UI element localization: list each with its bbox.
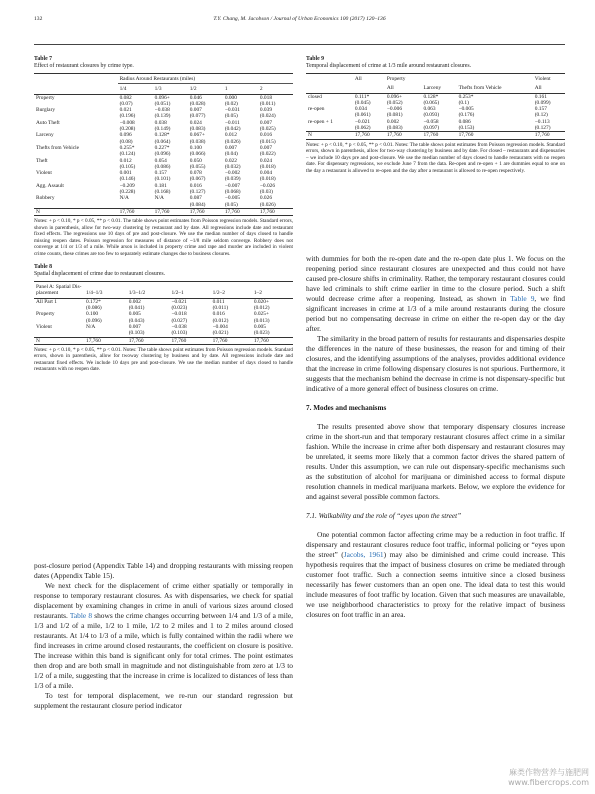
row-label: Larceny (36, 132, 54, 139)
coefficient-cell: 0.001 (119, 170, 132, 177)
std-error-cell: (0.025) (259, 126, 276, 133)
column-header (306, 83, 353, 93)
std-error-cell: (0.022) (259, 151, 276, 158)
column-header: 1/4–1/3 (84, 282, 127, 299)
std-error-cell: (0.12) (534, 112, 548, 119)
table-row (34, 94, 293, 101)
row-label: Property (36, 311, 55, 318)
coefficient-cell: 0.005 (253, 324, 266, 331)
table8-notes: Notes: + p < 0.10, * p < 0.05, ** p < 0.01. Notes: The table shows point estimates from Poisson regression models. Standard errors, shown in parenthesis, allow for twoway clustering by business and by date. All regressions include date and restaurant fixed effects. We include 10 days pre and post-closure. We use the median number of days closed to handle restaurants with no reopen date. (34, 346, 293, 373)
row-label: closed (308, 93, 322, 100)
coefficient-cell: −0.011 (224, 119, 240, 126)
table8-caption-text: Spatial displacement of crime due to restaurant closures. (34, 271, 166, 278)
std-error-cell: (0.062) (353, 125, 385, 132)
coefficient-cell: −0.002 (224, 170, 240, 177)
std-error-cell: (0.084) (188, 202, 223, 209)
column-header (34, 84, 118, 94)
paragraph: One potential common factor affecting crime may be a reduction in foot traffic. If dispensary and restaurant closures reduce foot traffic, informal policing or “eyes upon the street” (Jacobs, 1961) may also be diminished and crime could increase. This hypothesis requires that the impact of business closures on crime be mediated through customer foot traffic. Such a connection seems intuitive since a closed business necessarily has fewer customers than an open one. The ideal data to test this would include measures of foot traffic by location. Given that such measures are unavailable, we use neighborhood characteristics to proxy for the relative impact of business closures on foot traffic in an area. (306, 530, 565, 619)
n-cell: 17,760 (353, 132, 385, 139)
coefficient-cell: 0.038 (154, 119, 167, 126)
paragraph: We next check for the displacement of crime either spatially or temporally in response to temporary restaurant closures. As with dispensaries, we check for spatial displacement by examining changes in crime in anuli of various sizes around closed restaurants. Table 8 shows the crime changes occurring between 1/4 and 1/3 of a mile, 1/3 and 1/2 of a mile, 1/2 to 1 mile, 1/2 to 2 miles and 1 to 2 miles around closed restaurants. At 1/4 to 1/3 of a mile, which is fully contained within the radii where we find increases in crime around closed restaurants, the coefficient on closure is positive. The increase within this band is significant only for total crimes. The point estimates then drop and are both small in magnitude and not distinguishable from zero at 1/3 to 1/2 of a mile, suggesting that the increase in crime is localized to distances of less than 1/3 of a mile. (34, 581, 293, 690)
paragraph: with dummies for both the re-open date and the re-open date plus 1. We focus on the reopening period since restaurant closures are unexpected and thus could not have caused pre-closure shifts in criminality. Rather, the temporary restaurant closures could have led criminals to shift crime earlier in time to the closure period. Such a shift would decrease crime after a reopening. Instead, as shown in Table 9, we find significant increases in crime at 1/3 of a mile around restaurants during the closure period but no compensating decrease in crime on either the re-open day or the day after. (306, 254, 566, 333)
std-error-cell: (0.099) (534, 99, 551, 106)
column-header: 1/2–2 (211, 282, 252, 299)
n-cell: N (34, 337, 84, 344)
n-cell: 17,760 (457, 132, 533, 139)
n-cell: 17,760 (211, 337, 252, 344)
coefficient-cell: 0.002 (128, 298, 141, 305)
column-header: 1/3 (153, 84, 188, 94)
std-error-cell: (0.012) (212, 317, 229, 324)
coefficient-cell: 0.024 (259, 157, 273, 164)
n-row (34, 208, 293, 215)
std-error-cell: (0.045) (354, 99, 371, 106)
coefficient-cell: 0.157 (154, 170, 167, 177)
std-error-cell: (0.023) (252, 330, 293, 337)
coefficient-cell: 0.157 (534, 106, 547, 113)
std-error-cell: (0.086) (86, 305, 102, 312)
row-label: Robbery (36, 195, 55, 202)
std-error-cell: (0.097) (421, 125, 456, 132)
column-header: All (533, 83, 565, 93)
coefficient-cell: 0.026 (259, 195, 273, 202)
std-error-cell: (0.139) (154, 113, 171, 120)
column-header: 1/4 (118, 84, 153, 94)
std-error-cell: (0.018) (259, 163, 276, 170)
paragraph: The similarity in the broad pattern of results for restaurants and dispensaries despite the differences in the nature of these businesses, the reason for and timing of their closures, and the identifying assumptions of the analyses, provides additional evidence that the increase in crime following dispensary closures is not spurious. Furthermore, it suggests that the mechanism behind the decrease in crime is not dispensary-specific but indicative of a more general effect of business closures on crime. (306, 334, 566, 393)
n-cell: 17,760 (223, 208, 258, 215)
n-cell: 17,760 (169, 337, 210, 344)
table8-link[interactable]: Table 8 (69, 611, 93, 620)
std-error-cell: (0.093) (423, 112, 440, 119)
std-error-cell: (0.176) (458, 112, 475, 119)
watermark: 麻类作物营养与施肥网 www.fibercrops.com (508, 768, 589, 787)
std-error-cell (84, 330, 127, 337)
std-error-cell: (0.153) (457, 125, 533, 132)
coefficient-cell: 0.012 (119, 157, 132, 164)
std-error-cell: (0.086) (154, 163, 171, 170)
coefficient-cell: 0.016 (212, 311, 225, 318)
std-error-cell: (0.068) (224, 189, 241, 196)
coefficient-cell: 0.255* (119, 144, 135, 151)
coefficient-cell: 0.002 (386, 118, 399, 125)
std-error-cell: (0.064) (154, 138, 171, 145)
std-error-cell: (0.051) (154, 100, 171, 107)
std-error-cell: (0.07) (119, 100, 133, 107)
coefficient-cell: 0.007 (259, 119, 273, 126)
coefficient-cell: 0.087 (189, 195, 202, 202)
n-cell: 17,760 (421, 132, 456, 139)
coefficient-cell: 0.007 (259, 144, 273, 151)
std-error-cell: (0.1) (458, 99, 469, 106)
coefficient-cell: 0.128* (423, 93, 439, 100)
coefficient-cell: −0.209 (119, 182, 135, 189)
std-error-cell: (0.061) (354, 112, 371, 119)
table7 (34, 73, 293, 216)
std-error-cell: (0.024) (259, 113, 276, 120)
std-error-cell: (0.067) (189, 176, 206, 183)
table7-group-header: Radius Around Restaurants (miles) (118, 74, 293, 84)
std-error-cell: (0.018) (259, 176, 276, 183)
subsection-heading: 7.1. Walkability and the role of “eyes upon the street” (306, 512, 462, 520)
coefficient-cell: N/A (154, 195, 164, 202)
coefficient-cell: −0.038 (171, 324, 187, 331)
std-error-cell: (0.066) (189, 151, 206, 158)
coefficient-cell: 0.007 (128, 324, 141, 331)
coefficient-cell: 0.054 (154, 157, 167, 164)
coefficient-cell: 0.100 (86, 311, 99, 318)
coefficient-cell: 0.005 (128, 311, 141, 318)
coefficient-cell: 0.181 (154, 182, 167, 189)
paragraph: post-closure period (Appendix Table 14) and dropping restaurants with missing reopen dates (Appendix Table 15). (34, 561, 293, 580)
row-label: All Part 1 (36, 298, 57, 305)
coefficient-cell: −0.006 (386, 106, 403, 113)
coefficient-cell: −0.004 (212, 324, 228, 331)
coefficient-cell: 0.021 (119, 107, 132, 114)
table-row (306, 93, 565, 100)
coefficient-cell: −0.021 (171, 298, 187, 305)
table9-title: Table 9 (306, 56, 324, 62)
std-error-cell: (0.028) (189, 100, 206, 107)
page-number: 132 (34, 16, 43, 22)
n-cell: N (34, 208, 118, 215)
row-label: Auto Theft (36, 119, 60, 126)
table7-title: Table 7 (34, 56, 52, 62)
std-error-cell: (0.065) (423, 99, 440, 106)
std-error-cell: (0.032) (224, 163, 241, 170)
coefficient-cell: −0.005 (458, 106, 474, 113)
coefficient-cell: 0.016 (189, 182, 202, 189)
n-cell: N (306, 132, 353, 139)
coefficient-cell: −0.021 (354, 118, 371, 125)
coefficient-cell: 0.007 (189, 107, 202, 114)
coefficient-cell: 0.172* (86, 298, 101, 305)
coefficient-cell: 0.111* (354, 93, 370, 100)
coefficient-cell: 0.039 (259, 107, 273, 114)
table8-caption (34, 264, 293, 278)
std-error-cell: (0.08) (119, 138, 133, 145)
coefficient-cell: 0.046 (189, 94, 202, 101)
row-label: Violent (36, 324, 52, 331)
coefficient-cell: 0.050 (189, 157, 202, 164)
coefficient-cell: 0.063 (423, 106, 436, 113)
std-error-cell: (0.208) (119, 126, 136, 133)
n-cell: 17,760 (127, 337, 170, 344)
coefficient-cell: 0.012 (224, 132, 237, 139)
coefficient-cell: 0.000 (224, 94, 237, 101)
left-column (34, 56, 293, 373)
std-error-cell: (0.04) (224, 151, 238, 158)
std-error-cell: (0.055) (189, 163, 206, 170)
coefficient-cell: −0.031 (224, 107, 240, 114)
coefficient-cell: 0.161 (534, 93, 547, 100)
std-error-cell: (0.103) (127, 330, 170, 337)
n-row (306, 132, 565, 139)
table8-title: Table 8 (34, 264, 52, 271)
header-rule (34, 44, 565, 45)
std-error-cell: (0.026) (224, 138, 241, 145)
coefficient-cell: 0.004 (259, 170, 273, 177)
table7-notes: Notes: + p < 0.10, * p < 0.05, ** p < 0.01. The table shows point estimates from Poisson regression models. Standard errors, shown in parenthesis, allow for two-way clustering by restaurant and by date. All regressions include date and restaurant fixed effects. The regressions use 10 days of pre and post-closure. We use the median number of days closed to handle missing reopen dates. Poisson regression for measures of distance of ~1/8 mile seldom converge. Robbery does not converge at 1/4 or 1/3 of a mile. While arson is included in property crime and rape and murder are included in violent crime counts, these crimes are too few to separately estimate changes due to business closures. (34, 218, 293, 257)
std-error-cell: (0.027) (171, 317, 188, 324)
n-cell: 17,760 (533, 132, 565, 139)
table8 (34, 281, 293, 345)
std-error-cell: (0.041) (128, 305, 145, 312)
coefficient-cell: −0.007 (224, 182, 240, 189)
n-cell: 17,760 (153, 208, 188, 215)
std-error-cell: (0.026) (258, 202, 293, 209)
std-error-cell: (0.05) (224, 113, 238, 120)
std-error-cell: (0.011) (212, 305, 229, 312)
column-header: 2 (258, 84, 293, 94)
std-error-cell: (0.03) (259, 189, 273, 196)
std-error-cell (118, 202, 153, 209)
column-header: 1/2 (188, 84, 223, 94)
coefficient-cell: −0.113 (534, 118, 550, 125)
running-header (34, 16, 565, 28)
std-error-cell: (0.05) (223, 202, 258, 209)
std-error-cell: (0.146) (119, 176, 136, 183)
n-cell: 17,760 (84, 337, 127, 344)
table8-panel-label: Panel A: Spatial Dis-placement (34, 282, 84, 299)
table7-caption (34, 56, 293, 70)
column-group-header (306, 74, 353, 84)
std-error-cell: (0.013) (253, 317, 270, 324)
n-cell: 17,760 (258, 208, 293, 215)
coefficient-cell: 0.227* (154, 144, 170, 151)
std-error-cell: (0.023) (171, 305, 188, 312)
std-error-cell: (0.077) (189, 113, 206, 120)
table-row-se (306, 125, 565, 132)
coefficient-cell: 0.025+ (253, 311, 269, 318)
table9-link[interactable]: Table 9 (510, 294, 535, 303)
table-row-se (34, 330, 293, 337)
row-label: Theft (36, 157, 48, 164)
coefficient-cell: 0.086 (458, 118, 471, 125)
std-error-cell: (0.228) (119, 189, 136, 196)
n-cell: 17,760 (188, 208, 223, 215)
coefficient-cell: −0.038 (154, 107, 170, 114)
coefficient-cell: 0.096+ (386, 93, 403, 100)
std-error-cell: (0.101) (154, 176, 171, 183)
coefficient-cell: −0.008 (119, 119, 135, 126)
paragraph: To test for temporal displacement, we re-run our standard regression but supplement the restaurant closure period indicator (34, 691, 293, 710)
n-row (34, 337, 293, 344)
table-row-se (34, 202, 293, 209)
std-error-cell: (0.015) (259, 138, 276, 145)
n-cell: 17,760 (385, 132, 422, 139)
table9-notes: Notes: + p < 0.10, * p < 0.05, ** p < 0.01. Notes: The table shows point estimates from Poisson regression models. Standard errors, shown in parenthesis, allow for two-way clustering by business and by date. For closed – restaurants and dispensaries – we include 10 days pre and post-closure. We use the median number of days closed to handle restaurants with no reopen date. For dispensary regressions, we exclude June 7 from the data. Re-open and re-open + 1 are dummies equal to one on the day a restaurant is allowed to re-open and the day after a restaurant is allowed to re-open respectively. (306, 141, 565, 174)
table7-caption-text: Effect of restaurant closures by crime type. (34, 63, 134, 69)
column-header: 1–2 (252, 282, 293, 299)
column-header: Larceny (421, 83, 456, 93)
coefficient-cell: 0.024 (189, 119, 202, 126)
column-header: 1 (223, 84, 258, 94)
coefficient-cell: 0.020+ (253, 298, 269, 305)
column-header: 1/3–1/2 (127, 282, 170, 299)
table9-caption (306, 56, 565, 70)
column-group-header: All (353, 74, 385, 84)
std-error-cell: (0.096) (154, 151, 171, 158)
coefficient-cell: 0.022 (224, 157, 237, 164)
coefficient-cell: −0.018 (171, 311, 187, 318)
std-error-cell: (0.083) (189, 126, 206, 133)
std-error-cell: (0.038) (189, 138, 206, 145)
row-label: Agg. Assault (36, 182, 64, 189)
table9 (306, 73, 565, 140)
std-error-cell (153, 202, 188, 209)
coefficient-cell: 0.018 (259, 94, 273, 101)
std-error-cell: (0.042) (224, 126, 241, 133)
coefficient-cell: N/A (119, 195, 129, 202)
coefficient-cell: 0.078 (189, 170, 202, 177)
row-label: Property (36, 94, 55, 101)
right-column (306, 56, 565, 174)
std-error-cell: (0.149) (154, 126, 171, 133)
std-error-cell: (0.096) (86, 317, 102, 324)
std-error-cell: (0.168) (154, 189, 171, 196)
row-label: Burglary (36, 107, 56, 114)
std-error-cell: (0.021) (211, 330, 252, 337)
section-heading: 7. Modes and mechanisms (306, 404, 387, 412)
column-header: All (385, 83, 422, 93)
column-group-header: Property (385, 74, 422, 84)
std-error-cell: (0.043) (128, 317, 145, 324)
row-label: re-open (308, 106, 325, 113)
n-cell: 17,760 (118, 208, 153, 215)
coefficient-cell: 0.067+ (189, 132, 205, 139)
left-body-text (34, 561, 293, 711)
column-group-header (421, 74, 456, 84)
column-header: 1/2–1 (169, 282, 210, 299)
coefficient-cell: −0.026 (259, 182, 276, 189)
coefficient-cell: 0.096+ (154, 94, 170, 101)
std-error-cell: (0.011) (259, 100, 276, 107)
std-error-cell: (0.103) (169, 330, 210, 337)
column-header (353, 83, 385, 93)
column-header: Thefts from Vehicle (457, 83, 533, 93)
std-error-cell: (0.127) (533, 125, 565, 132)
table9-caption-text: Temporal displacement of crime at 1/3 mile around restaurant closures. (306, 63, 472, 69)
coefficient-cell: −0.005 (224, 195, 240, 202)
coefficient-cell: 0.007 (224, 144, 237, 151)
std-error-cell: (0.196) (119, 113, 136, 120)
journal-citation: T.Y. Chang, M. Jacobson / Journal of Urban Economics 100 (2017) 120–136 (213, 16, 386, 22)
row-label: re-open + 1 (308, 118, 333, 125)
std-error-cell: (0.039) (224, 176, 241, 183)
column-group-header (457, 74, 533, 84)
std-error-cell: (0.083) (385, 125, 422, 132)
std-error-cell: (0.052) (386, 99, 403, 106)
right-body-text (306, 254, 565, 620)
coefficient-cell: 0.016 (259, 132, 273, 139)
coefficient-cell: 0.128* (154, 132, 170, 139)
std-error-cell: (0.127) (189, 189, 206, 196)
coefficient-cell: 0.100 (189, 144, 202, 151)
coefficient-cell: −0.058 (423, 118, 439, 125)
std-error-cell: (0.081) (386, 112, 403, 119)
n-cell: 17,760 (252, 337, 293, 344)
std-error-cell: (0.105) (119, 163, 136, 170)
row-label: Thefts from Vehicle (36, 144, 80, 151)
paragraph: The results presented above show that temporary dispensary closures increase crime in the short-run and that temporary restaurant closures affect crime in a similar fashion. While the increase in crime after both dispensary and restaurant closures may be unrelated, it seems more likely that a common factor drives the shared pattern of results. Under this assumption, we can rule out dispensary-specific mechanisms such as the substitution of alcohol for marijuana or diminished access to formal dispute resolution channels in medical marijuana markets. Below, we explore the evidence for and against several possible common factors. (306, 422, 565, 501)
std-error-cell: (0.124) (119, 151, 136, 158)
jacobs-citation-link[interactable]: Jacobs, 1961 (343, 550, 384, 559)
coefficient-cell: 0.253* (458, 93, 474, 100)
column-group-header: Violent (533, 74, 565, 84)
coefficient-cell: N/A (86, 324, 96, 331)
coefficient-cell: 0.096 (119, 132, 132, 139)
coefficient-cell: 0.082 (119, 94, 132, 101)
coefficient-cell: 0.034 (354, 106, 367, 113)
row-label: Violent (36, 170, 52, 177)
std-error-cell: (0.02) (224, 100, 238, 107)
coefficient-cell: 0.011 (212, 298, 225, 305)
std-error-cell: (0.012) (253, 305, 270, 312)
